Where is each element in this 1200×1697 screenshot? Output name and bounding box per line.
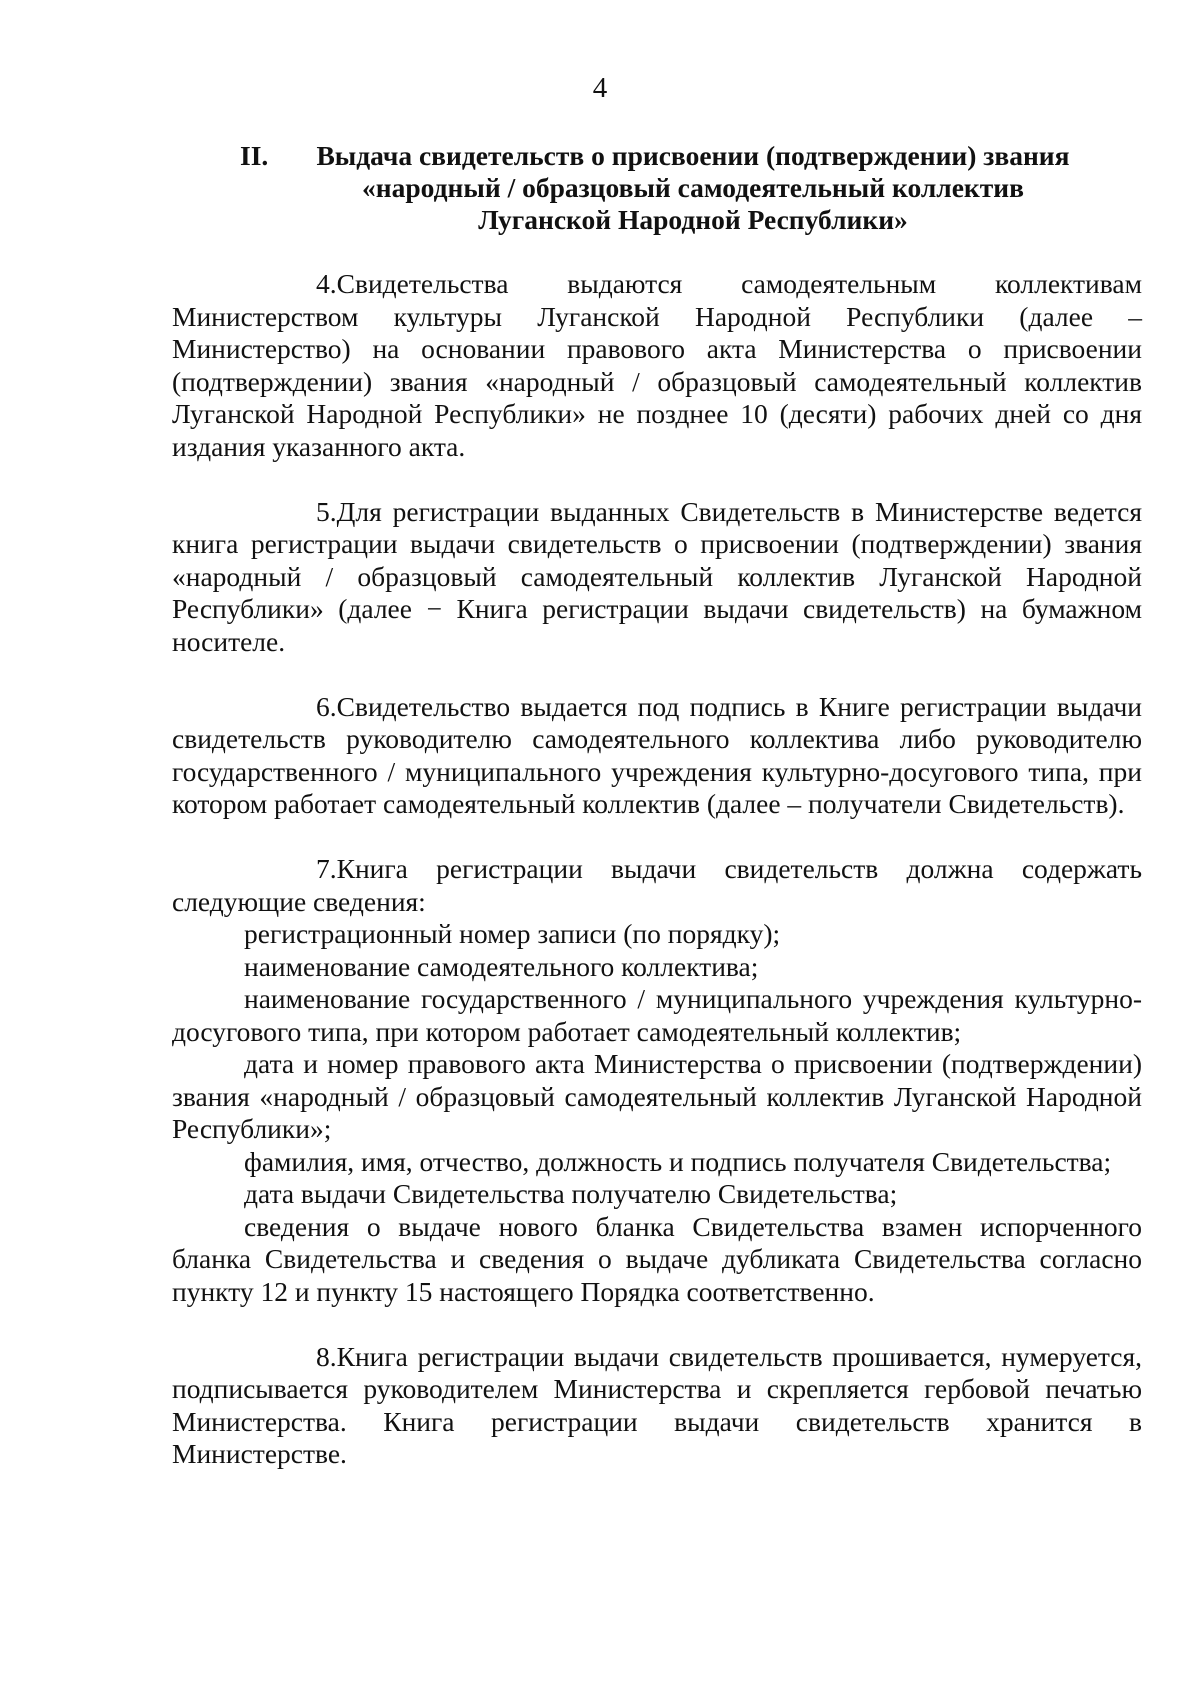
paragraph-number: 7. [316, 853, 337, 884]
list-item: регистрационный номер записи (по порядку); [244, 918, 781, 949]
paragraph-4 [172, 268, 1142, 463]
paragraph-number: 6. [316, 690, 337, 722]
list-item: фамилия, имя, отчество, должность и подпись получателя Свидетельства; [244, 1145, 1112, 1177]
section-title-line-3: Луганской Народной Республики» [478, 204, 908, 235]
section-title [172, 140, 1142, 236]
paragraph-7 [172, 853, 1142, 1308]
section-number: II. [240, 140, 269, 171]
list-item: наименование государственного / муниципального учреждения культурно-досугового типа, при котором работает самодеятельный коллектив; [172, 983, 1142, 1047]
paragraph-5 [172, 496, 1142, 659]
page-number: 4 [592, 72, 608, 104]
paragraph-number: 4. [316, 268, 337, 299]
list-item: наименование самодеятельного коллектива; [244, 950, 759, 982]
paragraph-6 [172, 691, 1142, 821]
paragraph-text: Книга регистрации выдачи свидетельств должна содержать следующие сведения: [172, 853, 1142, 917]
paragraph-8 [172, 1341, 1142, 1471]
document-body [172, 268, 1142, 1503]
list-item: сведения о выдаче нового бланка Свидетельства взамен испорченного бланка Свидетельства и сведения о выдаче дубликата Свидетельства согласно пункту 12 и пункту 15 настоящего Порядка соответственно. [172, 1210, 1142, 1307]
list-item: дата выдачи Свидетельства получателю Свидетельства; [244, 1178, 898, 1209]
paragraph-text: Книга регистрации выдачи свидетельств прошивается, нумеруется, подписывается руководителем Министерства и скрепляется гербовой печатью Министерства. Книга регистрации выдачи свидетельств хранится в Министерстве. [172, 1340, 1142, 1469]
paragraph-text: Свидетельства выдаются самодеятельным коллективам Министерством культуры Луганской Народной Республики (далее – Министерство) на основании правового акта Министерства о присвоении (подтверждении) звания «народный / образцовый самодеятельный коллектив Луганской Народной Республики» не позднее 10 (десяти) рабочих дней со дня издания указанного акта. [172, 268, 1142, 462]
paragraph-text: Для регистрации выданных Свидетельств в Министерстве ведется книга регистрации выдачи свидетельств о присвоении (подтверждении) звания «народный / образцовый самодеятельный коллектив Луганской Народной Республики» (далее − Книга регистрации выдачи свидетельств) на бумажном носителе. [172, 495, 1142, 657]
paragraph-text: Свидетельство выдается под подпись в Книге регистрации выдачи свидетельств руководителю самодеятельного коллектива либо руководителю государственного / муниципального учреждения культурно-досугового типа, при котором работает самодеятельный коллектив (далее – получатели Свидетельств). [172, 690, 1142, 819]
paragraph-7-lead [172, 853, 1142, 918]
paragraph-number: 5. [316, 495, 337, 527]
section-title-line-1: Выдача свидетельств о присвоении (подтверждении) звания [316, 140, 1070, 171]
section-title-line-2: «народный / образцовый самодеятельный коллектив [362, 172, 1024, 203]
paragraph-number: 8. [316, 1340, 337, 1372]
list-item: дата и номер правового акта Министерства о присвоении (подтверждении) звания «народный / образцовый самодеятельный коллектив Луганской Народной Республики»; [172, 1048, 1142, 1144]
